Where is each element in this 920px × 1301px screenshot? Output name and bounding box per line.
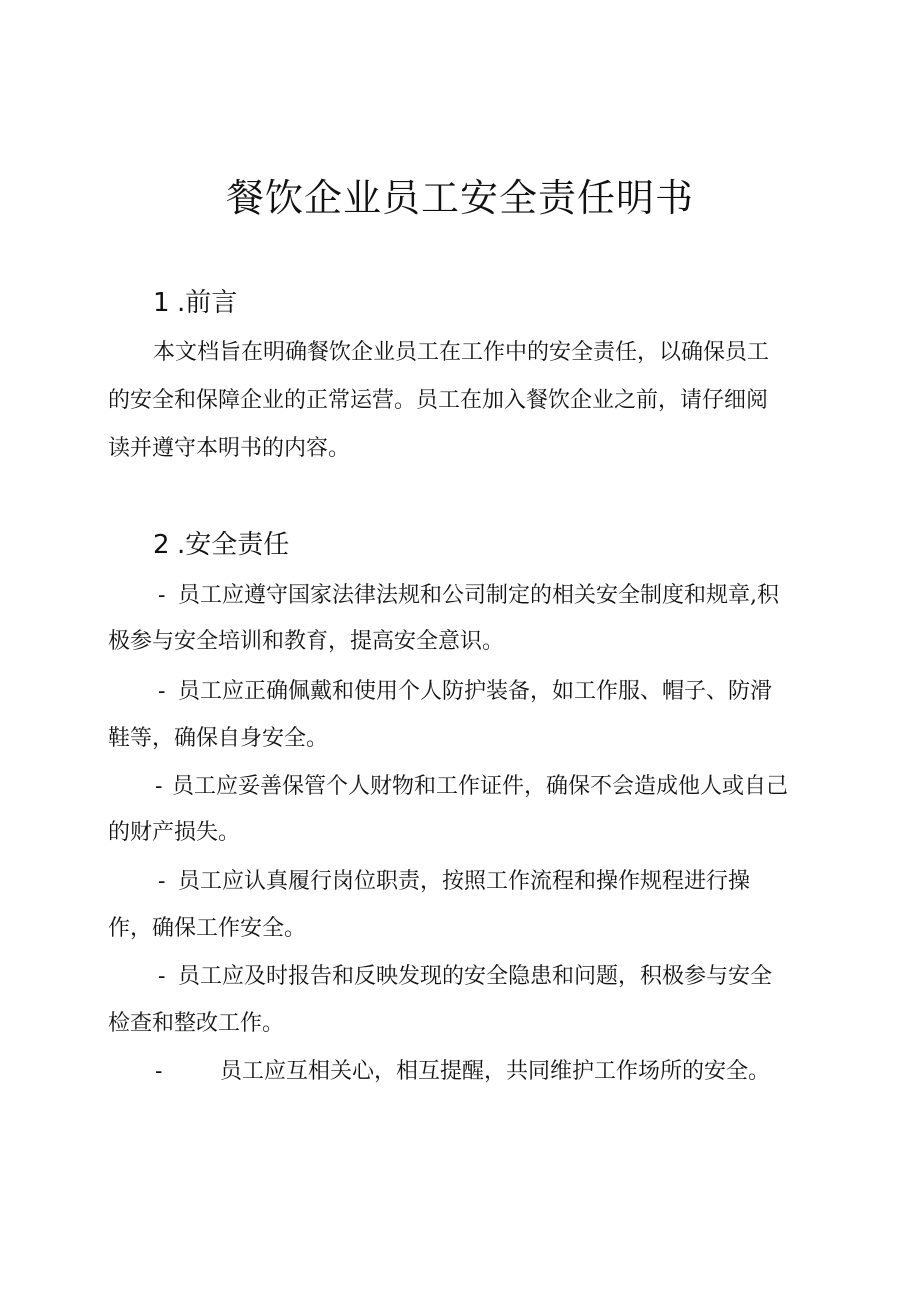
list-item-text: 极参与安全培训和教育，提高安全意识。 [108,629,505,654]
list-dash: - [158,964,166,989]
section-heading-preface [153,286,237,320]
page-title: 餐饮企业员工安全责任明书 [225,176,694,220]
list-item-text: 员工应妥善保管个人财物和工作证件，确保不会造成他人或自己 [172,774,789,799]
section-title: .安全责任 [177,530,290,560]
list-item-text: 的财产损失。 [108,820,241,845]
section-number: 1 [153,288,170,318]
list-dash: - [158,679,166,704]
list-dash: - [158,869,166,894]
section-number: 2 [153,530,170,560]
list-item-text: 员工应正确佩戴和使用个人防护装备，如工作服、帽子、防滑 [178,679,773,704]
list-dash: - [155,774,163,799]
list-item-text: 作，确保工作安全。 [108,916,307,941]
list-dash: - [155,1059,163,1084]
list-item-text: 员工应互相关心，相互提醒，共同维护工作场所的安全。 [220,1059,771,1084]
list-item-text: 鞋等，确保自身安全。 [108,726,329,751]
list-dash: - [158,583,166,608]
section-heading-safety-responsibility [153,528,289,562]
list-item-text: 检查和整改工作。 [108,1011,285,1036]
list-item-text: 员工应及时报告和反映发现的安全隐患和问题，积极参与安全 [178,964,773,989]
paragraph-text: 的安全和保障企业的正常运营。员工在加入餐饮企业之前，请仔细阅 [108,388,769,413]
list-item-text: 员工应遵守国家法律法规和公司制定的相关安全制度和规章,积 [178,583,779,608]
paragraph-text: 本文档旨在明确餐饮企业员工在工作中的安全责任，以确保员工 [153,340,770,365]
paragraph-text: 读并遵守本明书的内容。 [108,436,351,461]
section-title: .前言 [177,288,238,318]
list-item-text: 员工应认真履行岗位职责，按照工作流程和操作规程进行操 [178,869,751,894]
